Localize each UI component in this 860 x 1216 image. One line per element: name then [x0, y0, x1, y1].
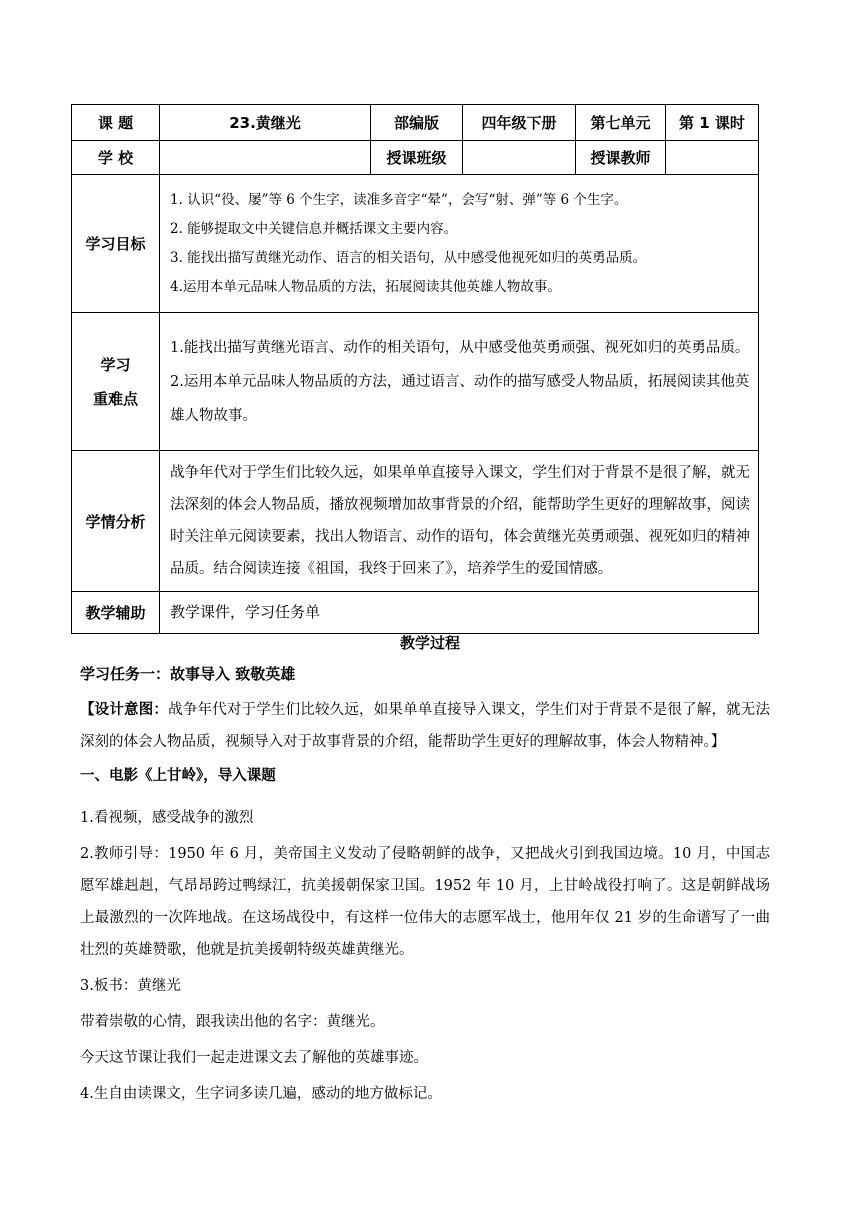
school-value [160, 141, 371, 175]
section1-steps [80, 802, 770, 1110]
school-label: 学 校 [72, 141, 160, 175]
analysis-label: 学情分析 [72, 451, 160, 592]
step-line: 2.教师引导：1950 年 6 月，美帝国主义发动了侵略朝鲜的战争，又把战火引到我国边境。10 月，中国志愿军雄赳赳，气昂昂跨过鸭绿江，抗美援朝保家卫国。1952 年 10 月，上甘岭战役打响了。这是朝鲜战场上最激烈的一次阵地战。在这场战役中，有这样一位伟大的志愿军战士，他用年仅 21 岁的生命谱写了一曲壮烈的英雄赞歌，他就是抗美援朝特级英雄黄继光。 [80, 846, 770, 958]
step-line: 今天这节课让我们一起走进课文去了解他的英雄事迹。 [80, 1050, 428, 1066]
table-row-aids [72, 592, 759, 634]
table-row-lesson-info [72, 105, 759, 141]
lesson-plan-table [71, 104, 759, 634]
goal-item: 4.运用本单元品味人物品质的方法，拓展阅读其他英雄人物故事。 [170, 278, 561, 295]
goals-content [160, 175, 759, 313]
goal-item: 3. 能找出描写黄继光动作、语言的相关语句，从中感受他视死如归的英勇品质。 [170, 249, 647, 266]
period-cell: 第 1 课时 [666, 105, 759, 141]
teacher-label: 授课教师 [576, 141, 666, 175]
teacher-value [666, 141, 759, 175]
task1-heading: 学习任务一：故事导入 致敬英雄 [80, 665, 296, 683]
design-intent-label: 【设计意图： [80, 702, 169, 718]
table-row-school [72, 141, 759, 175]
lesson-title-label: 课 题 [72, 105, 160, 141]
key-points-label-line1: 学习 [100, 355, 131, 374]
table-row-analysis [72, 451, 759, 592]
key-points-label [72, 313, 160, 451]
key-points-label-line2: 重难点 [92, 389, 138, 408]
design-intent-text: 战争年代对于学生们比较久远，如果单单直接导入课文，学生们对于背景不是很了解，就无法深刻的体会人物品质，视频导入对于故事背景的介绍，能帮助学生更好的理解故事，体会人物精神。】 [80, 702, 770, 750]
key-points-content [160, 313, 759, 451]
goal-item: 2. 能够提取文中关键信息并概括课文主要内容。 [170, 220, 458, 237]
process-title: 教学过程 [399, 634, 460, 652]
lesson-title-value: 23.黄继光 [160, 105, 371, 141]
key-point-item: 1.能找出描写黄继光语言、动作的相关语句，从中感受他英勇顽强、视死如归的英勇品质。 [170, 339, 750, 356]
unit-cell: 第七单元 [576, 105, 666, 141]
grade-cell: 四年级下册 [463, 105, 576, 141]
goal-item: 1. 认识“役、屡”等 6 个生字，读准多音字“晕”，会写“射、弹”等 6 个生字。 [170, 191, 628, 208]
aids-label: 教学辅助 [72, 592, 160, 634]
class-value [463, 141, 576, 175]
aids-content: 教学课件，学习任务单 [160, 592, 759, 634]
edition-cell: 部编版 [371, 105, 463, 141]
goals-label: 学习目标 [72, 175, 160, 313]
table-row-key-points [72, 313, 759, 451]
key-point-item: 2.运用本单元品味人物品质的方法，通过语言、动作的描写感受人物品质，拓展阅读其他英雄人物故事。 [170, 373, 750, 424]
analysis-content: 战争年代对于学生们比较久远，如果单单直接导入课文，学生们对于背景不是很了解，就无法深刻的体会人物品质，播放视频增加故事背景的介绍，能帮助学生更好的理解故事，阅读时关注单元阅读要素，找出人物语言、动作的语句，体会黄继光英勇顽强、视死如归的精神品质。结合阅读连接《祖国，我终于回来了》，培养学生的爱国情感。 [160, 451, 759, 592]
step-line: 带着崇敬的心情，跟我读出他的名字：黄继光。 [80, 1014, 385, 1030]
design-intent [80, 694, 770, 758]
step-line: 1.看视频，感受战争的激烈 [80, 810, 254, 826]
section1-heading: 一、电影《上甘岭》，导入课题 [80, 768, 276, 784]
step-line: 3.板书：黄继光 [80, 978, 181, 994]
class-label: 授课班级 [371, 141, 463, 175]
table-row-goals [72, 175, 759, 313]
step-line: 4.生自由读课文，生字词多读几遍，感动的地方做标记。 [80, 1086, 442, 1102]
